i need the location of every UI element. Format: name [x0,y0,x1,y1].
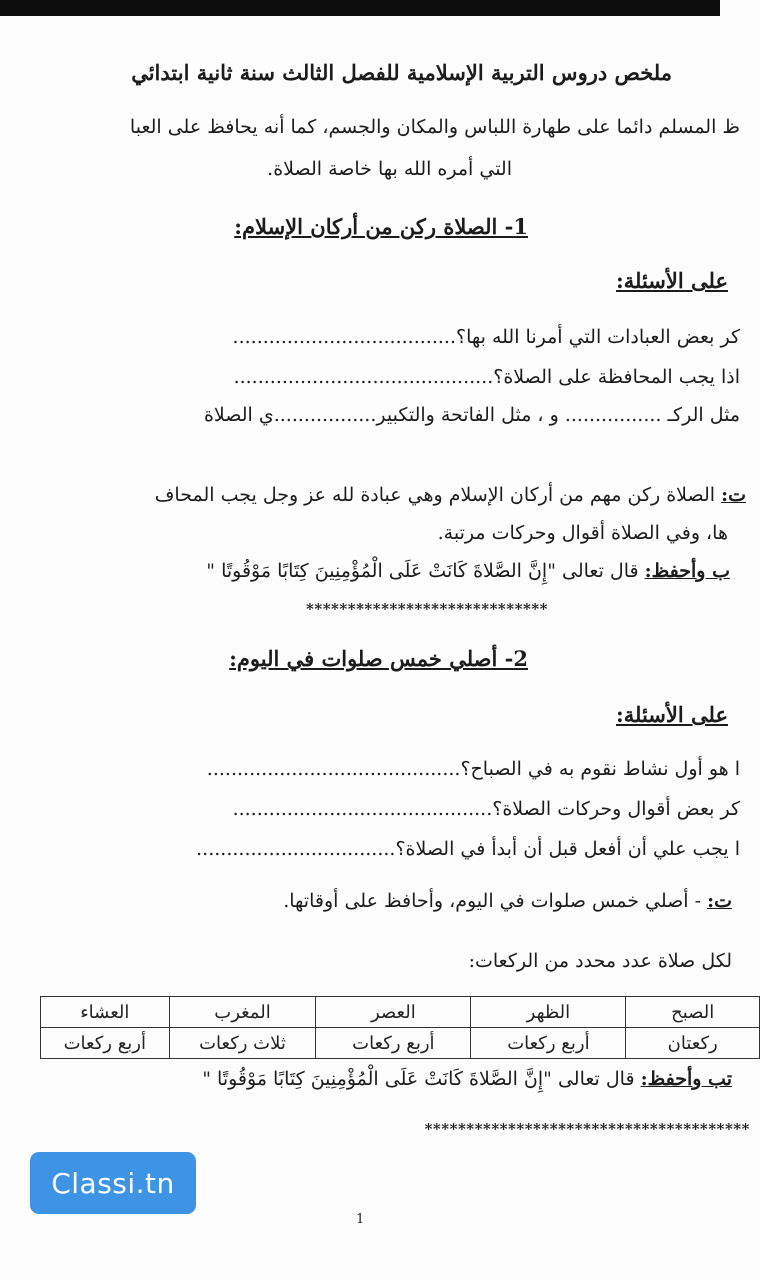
table-row [41,997,760,1028]
table-row [41,1028,760,1059]
top-status-bar [0,0,720,16]
table-cell: الصبح [626,997,760,1028]
table-cell: الظهر [471,997,626,1028]
lesson-1-title: 1- الصلاة ركن من أركان الإسلام: [234,214,528,239]
table-cell: العصر [316,997,471,1028]
lesson-2-title: 2- أصلي خمس صلوات في اليوم: [229,646,528,671]
lesson-1-learn-2: ها، وفي الصلاة أقوال وحركات مرتبة. [437,522,728,544]
memorize-line-1 [206,560,730,582]
question-2: اذا يجب المحافظة على الصلاة؟........................................... [233,366,740,388]
question-4: ا هو أول نشاط نقوم به في الصباح؟.......................................... [206,758,740,780]
questions-heading-2: على الأسئلة: [615,702,728,727]
memorize-line-2 [202,1068,732,1090]
watermark-text: Classi.tn [51,1166,175,1200]
classi-watermark-badge [30,1152,196,1214]
table-cell: ثلاث ركعات [169,1028,316,1059]
rakaat-intro: لكل صلاة عدد محدد من الركعات: [468,950,732,972]
learn-text-1: الصلاة ركن مهم من أركان الإسلام وهي عبادة لله عز وجل يجب المحاف [154,484,716,506]
learn-text-2: - أصلي خمس صلوات في اليوم، وأحافظ على أوقاتها. [283,890,702,912]
page-number: 1 [356,1212,365,1227]
memorize-label-1: ب وأحفظ: [644,560,730,582]
verse-1: قال تعالى "إِنَّ الصَّلاةَ كَانَتْ عَلَى الْمُؤْمِنِينَ كِتَابًا مَوْقُوتًا " [206,560,639,582]
table-cell: المغرب [169,997,316,1028]
questions-heading-1: على الأسئلة: [615,268,728,293]
question-5: كر بعض أقوال وحركات الصلاة؟........................................... [232,798,740,820]
separator-stars-2: *************************************** [424,1120,750,1138]
page-title: ملخص دروس التربية الإسلامية للفصل الثالث سنة ثانية ابتدائي [131,60,672,85]
intro-line-1: ظ المسلم دائما على طهارة اللباس والمكان والجسم، كما أنه يحافظ على العبا [129,116,740,138]
rakaat-table [40,996,760,1059]
memorize-label-2: تب وأحفظ: [640,1068,732,1090]
separator-stars-1: ***************************** [306,600,548,618]
question-1: كر بعض العبادات التي أمرنا الله بها؟..................................... [232,326,740,348]
lesson-1-learn [155,484,746,506]
lesson-2-learn [283,890,732,912]
table-cell: أربع ركعات [471,1028,626,1059]
table-cell: ركعتان [626,1028,760,1059]
table-cell: العشاء [41,997,170,1028]
learn-label-2: ت: [707,890,732,912]
table-cell: أربع ركعات [316,1028,471,1059]
question-6: ا يجب علي أن أفعل قبل أن أبدأ في الصلاة؟................................. [196,838,740,860]
question-3: مثل الركـ ................ و ، مثل الفاتحة والتكبير.................ي الصلاة [203,404,740,426]
verse-2: قال تعالى "إِنَّ الصَّلاةَ كَانَتْ عَلَى الْمُؤْمِنِينَ كِتَابًا مَوْقُوتًا " [202,1068,635,1090]
intro-line-2: التي أمره الله بها خاصة الصلاة. [267,158,512,180]
learn-label-1: ت: [721,484,746,506]
table-cell: أربع ركعات [41,1028,170,1059]
